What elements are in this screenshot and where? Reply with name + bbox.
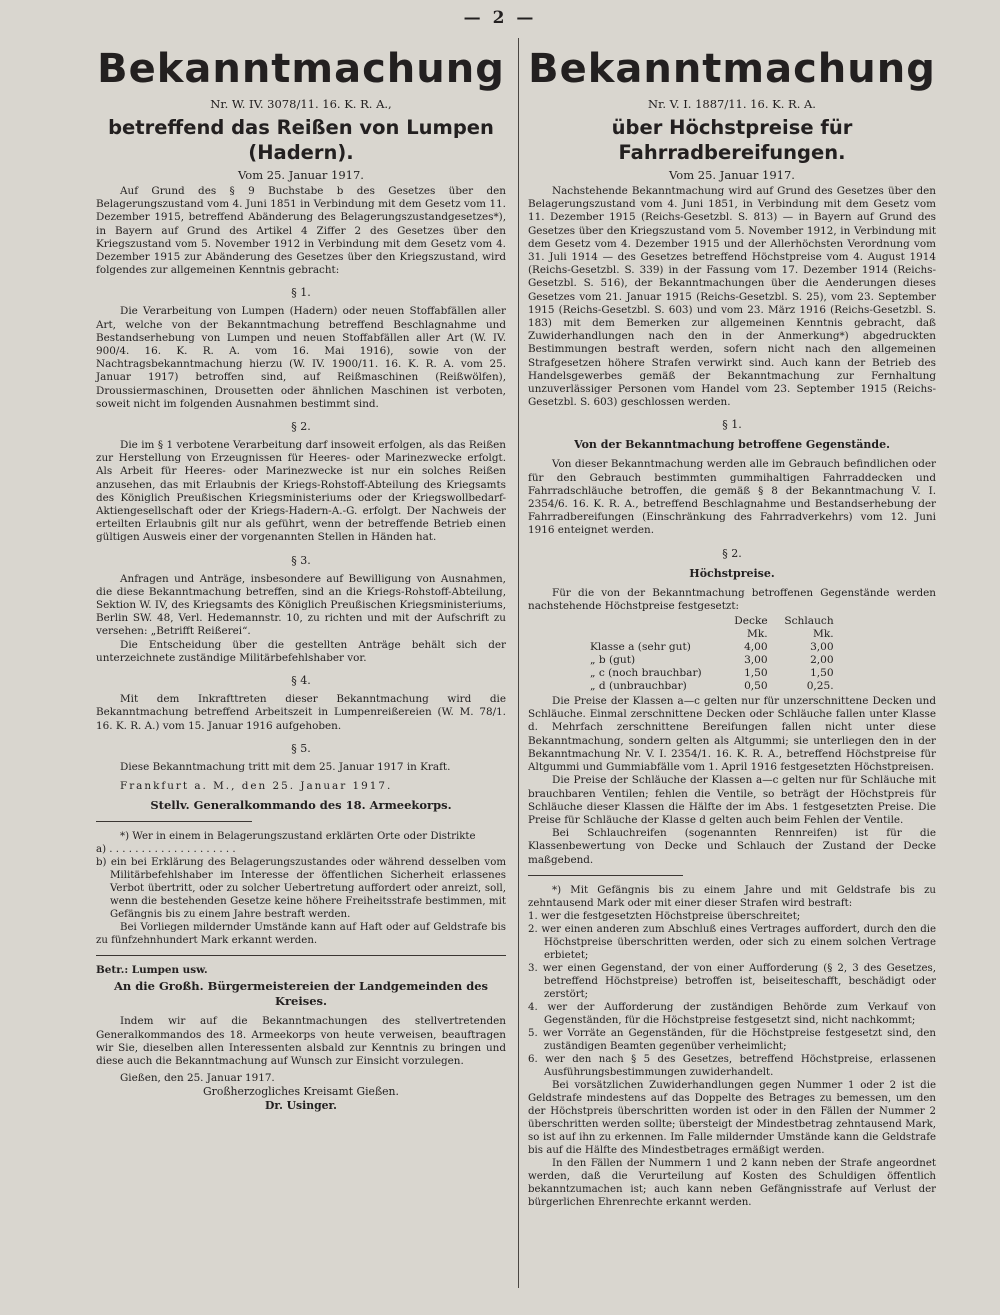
left-footnote-b: b) ein bei Erklärung des Belagerungszustandes oder während desselben vom Militärbefehlshaber im Interesse der öffentlichen Sicherheit erlassenes Verbot übertritt, oder zu solcher Uebertretung auffordert oder anreizt, soll, wenn die bestehenden Gesetze keine höhere Freiheitsstrafe bestimmen, mit Gefängnis bis zu einem Jahre bestraft werden. [96,857,506,921]
right-footnote-list [528,910,936,1079]
left-section-4-text: Mit dem Inkrafttreten dieser Bekanntmachung wird die Bekanntmachung betreffend Arbeitszeit in Lumpenreißereien (W. M. 78/1. 16. K. R. A.) vom 15. Januar 1916 aufgehoben. [96,693,506,732]
right-section-2-title: Höchstpreise. [689,566,775,580]
left-section-1-heading: § 1. [291,286,311,300]
left-circular: Indem wir auf die Bekanntmachungen des stellvertretenden Generalkommandos des 18. Armeekorps von heute verweisen, beauftragen wir Sie, dieselben allen Interessenten alsbald zur Kenntnis zu bringen und diese auch die Bekanntmachung auf Wunsch zur Einsicht vorzulegen. [96,1015,506,1067]
list-item: 2. wer einen anderen zum Abschluß eines Vertrages auffordert, durch den die Höchstpreise überschritten werden, oder sich zu einem solchen Vertrage erbietet; [528,923,936,961]
price-table-unit: Mk. [813,628,834,641]
right-section-1-text: Von dieser Bekanntmachung werden alle im Gebrauch befindlichen oder für den Gebrauch bestimmten gummihaltigen Fahrraddecken und Fahrradschläuche betroffen, die gemäß § 8 der Bekanntmachung V. I. 2354/6. 16. K. R. A., betreffend Beschlagnahme und Bestandserhebung der Fahrradbereifungen (Einschränkung des Fahrradverkehrs) vom 12. Juni 1916 enteignet werden. [528,458,936,537]
price-class-label: „ b (gut) [590,654,636,667]
price-decke: 0,50 [744,680,768,693]
price-class-label: „ d (unbrauchbar) [590,680,687,693]
left-footnote-rule [96,821,252,822]
left-footnote-a: a) . . . . . . . . . . . . . . . . . . . . [96,844,236,856]
left-place-date: Frankfurt a. M., den 25. Januar 1917. [120,779,393,792]
right-section-1-title: Von der Bekanntmachung betroffene Gegenstände. [574,438,890,452]
price-decke: 3,00 [744,654,768,667]
list-item: 1. wer die festgesetzten Höchstpreise überschreitet; [528,910,801,922]
price-decke: 4,00 [744,641,768,654]
right-section-2-text: Für die von der Bekanntmachung betroffenen Gegenstände werden nachstehende Höchstpreise festgesetzt: [528,586,936,612]
list-item: 4. wer der Aufforderung der zuständigen Behörde zum Verkauf von Gegenständen, für die Höchstpreise festgesetzt sind, nicht nachkommt; [528,1001,936,1026]
left-date: Vom 25. Januar 1917. [238,168,364,182]
left-closing-name: Dr. Usinger. [265,1099,337,1113]
left-number: Nr. W. IV. 3078/11. 16. K. R. A., [210,97,392,111]
left-issuer: Stellv. Generalkommando des 18. Armeekorps. [150,798,452,813]
right-footnote-para-1: Bei vorsätzlichen Zuwiderhandlungen gegen Nummer 1 oder 2 ist die Geldstrafe mindestens auf das Doppelte des Betrages zu bemessen, um den der Höchstpreis überschritten worden ist oder in den Fällen der Nummer 2 überschritten werden sollte; übersteigt der Mindestbetrag zehntausend Mark, so ist auf ihn zu erkennen. Im Falle mildernder Umstände kann die Geldstrafe bis auf die Hälfte des Mindestbetrages ermäßigt werden. [528,1079,936,1156]
column-divider [518,38,519,1288]
right-section-2-heading: § 2. [722,546,742,560]
right-column [528,42,936,1209]
left-column [96,42,506,1113]
left-section-2-heading: § 2. [291,420,311,434]
left-section-4-heading: § 4. [291,674,311,688]
left-section-2-text: Die im § 1 verbotene Verarbeitung darf insoweit erfolgen, als das Reißen zur Herstellung von Erzeugnissen für Heeres- oder Marinezwecke erfolgt. Als Arbeit für Heeres- oder Marinezwecke ist nur ein solches Reißen anzusehen, das mit Erlaubnis der Kriegs-Rohstoff-Abteilung des Kriegsamts des Königlich Preußischen Kriegsministeriums oder der Kriegswollbedarf-Aktiengesellschaft oder der Kriegs-Hadern-A.-G. erfolgt. Der Nachweis der erteilten Erlaubnis gilt nur als geführt, wenn der betreffende Betrieb einen gültigen Ausweis einer der vorgenannten Stellen in Händen hat. [96,439,506,544]
left-intro: Auf Grund des § 9 Buchstabe b des Gesetzes über den Belagerungszustand vom 4. Juni 1851 in Verbindung mit dem Gesetz vom 11. Dezember 1915, betreffend Abänderung des Belagerungszustandgesetzes*), in Bayern auf Grund des Artikel 4 Ziffer 2 des Gesetzes über den Kriegszustand vom 5. November 1912 in Verbindung mit dem Gesetz vom 4. Dezember 1915 zur Abänderung des Gesetzes über den Kriegszustand, wird folgendes zur allgemeinen Kenntnis gebracht: [96,185,506,277]
price-class-label: Klasse a (sehr gut) [590,641,691,654]
list-item: 3. wer einen Gegenstand, der von einer Aufforderung (§ 2, 3 des Gesetzes, betreffend Höchstpreise) betroffen ist, beiseiteschafft, beschädigt oder zerstört; [528,962,936,1000]
left-closing-office: Großherzogliches Kreisamt Gießen. [203,1085,399,1099]
right-date: Vom 25. Januar 1917. [669,168,795,182]
price-table-header-decke: Decke [734,615,768,628]
right-section-1-heading: § 1. [722,418,742,432]
price-table [586,615,838,693]
table-row [586,667,838,680]
right-intro: Nachstehende Bekanntmachung wird auf Grund des Gesetzes über den Belagerungszustand vom 4. Juni 1851, in Verbindung mit dem Gesetz vom 11. Dezember 1915 (Reichs-Gesetzbl. S. 813) — in Bayern auf Grund des Gesetzes über den Kriegszustand vom 5. November 1912, in Verbindung mit dem Gesetz vom 4. Dezember 1915 und der Allerhöchsten Verordnung vom 31. Juli 1914 — des Gesetzes betreffend Höchstpreise vom 4. August 1914 (Reichs-Gesetzbl. S. 339) in der Fassung vom 17. Dezember 1914 (Reichs-Gesetzbl. S. 516), der Bekanntmachungen über die Aenderungen dieses Gesetzes vom 21. Januar 1915 (Reichs-Gesetzbl. S. 25), vom 23. September 1915 (Reichs-Gesetzbl. S. 603) und vom 23. März 1916 (Reichs-Gesetzbl. S. 183) mit dem Bemerken zur allgemeinen Kenntnis gebracht, daß Zuwiderhandlungen nach den in der Anmerkung*) abgedruckten Bestimmungen bestraft werden, sofern nicht nach den allgemeinen Strafgesetzen höhere Strafen verwirkt sind. Auch kann der Betrieb des Handelsgewerbes gemäß der Bekanntmachung zur Fernhaltung unzuverlässiger Personen vom Handel vom 23. September 1915 (Reichs-Gesetzbl. S. 603) geschlossen werden. [528,185,936,409]
price-class-label: „ c (noch brauchbar) [590,667,702,680]
table-row [586,654,838,667]
right-section-2-para-3: Bei Schlauchreifen (sogenannten Rennreifen) ist für die Klassenbewertung von Decke und Schlauch der Zustand der Decke maßgebend. [528,827,936,866]
price-schlauch: 3,00 [810,641,834,654]
left-section-3-text-a: Anfragen und Anträge, insbesondere auf Bewilligung von Ausnahmen, die diese Bekanntmachung betreffen, sind an die Kriegs-Rohstoff-Abteilung, Sektion W. IV, des Kriegsamts des Königlich Preußischen Kriegsministeriums, Berlin SW. 48, Verl. Hedemannstr. 10, zu richten und mit der Aufschrift zu versehen: „Betrifft Reißerei“. [96,572,506,638]
right-footnote-para-2: In den Fällen der Nummern 1 und 2 kann neben der Strafe angeordnet werden, daß die Verurteilung auf Kosten des Schuldigen öffentlich bekanntzumachen ist; auch kann neben Gefängnisstrafe auf Verlust der bürgerlichen Ehrenrechte erkannt werden. [528,1157,936,1208]
price-schlauch: 2,00 [810,654,834,667]
left-closing-place: Gießen, den 25. Januar 1917. [120,1072,275,1085]
right-section-2-para-1: Die Preise der Klassen a—c gelten nur für unzerschnittene Decken und Schläuche. Einmal zerschnittene Decken oder Schläuche fallen unter Klasse d. Mehrfach zerschnittene Bereifungen fallen nicht unter diese Bekanntmachung, sondern gelten als Altgummi; sie unterliegen den in der Bekanntmachung Nr. V. I. 2354/1. 16. K. R. A., betreffend Höchstpreise für Altgummi und Gummiabfälle vom 1. April 1916 festgesetzten Höchstpreisen. [528,695,936,774]
table-row [586,680,838,693]
right-footnote-intro: *) Mit Gefängnis bis zu einem Jahre und mit Geldstrafe bis zu zehntausend Mark oder mit einer dieser Strafen wird bestraft: [528,884,936,909]
left-title: Bekanntmachung [97,46,505,92]
left-rule [96,955,506,956]
price-schlauch: 1,50 [810,667,834,680]
price-decke: 1,50 [744,667,768,680]
price-table-header-schlauch: Schlauch [784,615,834,628]
price-table-unit: Mk. [747,628,768,641]
right-subtitle: über Höchstpreise für Fahrradbereifungen. [611,116,853,164]
price-schlauch: 0,25. [806,680,834,693]
page-number: — 2 — [463,8,537,28]
right-footnote-rule [528,875,683,876]
left-section-5-text: Diese Bekanntmachung tritt mit dem 25. Januar 1917 in Kraft. [120,760,451,773]
left-section-3-text-b: Die Entscheidung über die gestellten Anträge behält sich der unterzeichnete zuständige Militärbefehlshaber vor. [96,638,506,664]
right-number: Nr. V. I. 1887/11. 16. K. R. A. [648,97,816,111]
list-item: 5. wer Vorräte an Gegenständen, für die Höchstpreise festgesetzt sind, den zuständigen Beamten gegenüber verheimlicht; [528,1027,936,1052]
list-item: 6. wer den nach § 5 des Gesetzes, betreffend Höchstpreise, erlassenen Ausführungsbestimmungen zuwiderhandelt. [528,1053,936,1078]
left-section-1-text: Die Verarbeitung von Lumpen (Hadern) oder neuen Stoffabfällen aller Art, welche von der Bekanntmachung betreffend Beschlagnahme und Bestandserhebung von Lumpen und neuen Stoffabfällen aller Art (W. IV. 900/4. 16. K. R. A. vom 16. Mai 1916), sowie von der Nachtragsbekanntmachung hierzu (W. IV. 1900/11. 16. K. R. A. vom 25. Januar 1917) betroffen sind, auf Reißmaschinen (Reißwölfen), Droussiermaschinen, Drousetten oder ähnlichen Maschinen ist verboten, soweit nicht im folgenden Ausnahmen bestimmt sind. [96,305,506,410]
right-section-2-para-2: Die Preise der Schläuche der Klassen a—c gelten nur für Schläuche mit brauchbaren Ventilen; fehlen die Ventile, so beträgt der Höchstpreis für Schläuche dieser Klassen die Hälfte der im Abs. 1 festgesetzten Preise. Die Preise für Schläuche der Klasse d gelten auch beim Fehlen der Ventile. [528,774,936,826]
left-footnote-c: Bei Vorliegen mildernder Umstände kann auf Haft oder auf Geldstrafe bis zu fünfzehnhundert Mark erkannt werden. [96,922,506,947]
left-section-3-heading: § 3. [291,553,311,567]
left-footnote-intro: *) Wer in einem in Belagerungszustand erklärten Orte oder Distrikte [120,831,476,843]
right-title: Bekanntmachung [528,46,936,92]
table-row [586,641,838,654]
left-subtitle: betreffend das Reißen von Lumpen (Hadern). [108,116,494,164]
left-section-5-heading: § 5. [291,741,311,755]
left-addressee: An die Großh. Bürgermeistereien der Landgemeinden des Kreises. [113,979,489,1009]
left-betr: Betr.: Lumpen usw. [96,964,208,977]
